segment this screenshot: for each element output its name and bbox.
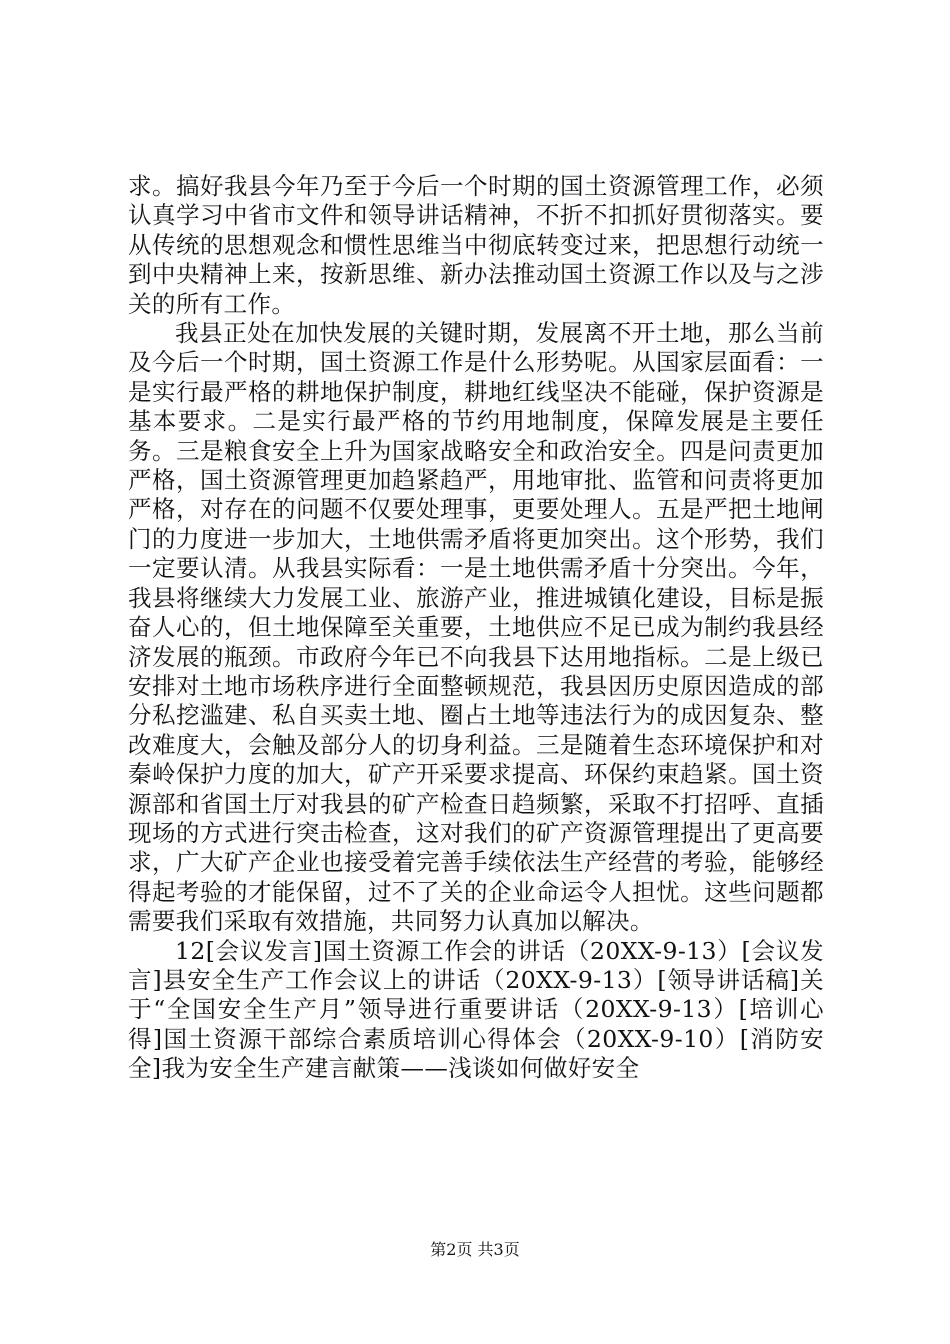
paragraph-situation-analysis: 我县正处在加快发展的关键时期，发展离不开土地，那么当前及今后一个时期，国土资源工作是什么形势呢。从国家层面看：一是实行最严格的耕地保护制度，耕地红线坚决不能碰，保护资源是基本要求。二是实行最严格的节约用地制度，保障发展是主要任务。三是粮食安全上升为国家战略安全和政治安全。四是问责更加严格，国土资源管理更加趋紧趋严，用地审批、监管和问责将更加严格，对存在的问题不仅要处理事，更要处理人。五是严把土地闸门的力度进一步加大，土地供需矛盾将更加突出。这个形势，我们一定要认清。从我县实际看：一是土地供需矛盾十分突出。今年，我县将继续大力发展工业、旅游产业，推进城镇化建设，目标是振奋人心的，但土地保障至关重要，土地供应不足已成为制约我县经济发展的瓶颈。市政府今年已不向我县下达用地指标。二是上级已安排对土地市场秩序进行全面整顿规范，我县因历史原因造成的部分私挖滥建、私自买卖土地、圈占土地等违法行为的成因复杂、整改难度大，会触及部分人的切身利益。三是随着生态环境保护和对秦岭保护力度的加大，矿产开采要求提高、环保约束趋紧。国土资源部和省国土厅对我县的矿产检查日趋频繁，采取不打招呼、直插现场的方式进行突击检查，这对我们的矿产资源管理提出了更高要求，广大矿产企业也接受着完善手续依法生产经营的考验，能够经得起考验的才能保留，过不了关的企业命运令人担忧。这些问题都需要我们采取有效措施，共同努力认真加以解决。 — [128, 319, 824, 936]
paragraph-continuation: 求。搞好我县今年乃至于今后一个时期的国土资源管理工作，必须认真学习中省市文件和领导讲话精神，不折不扣抓好贯彻落实。要从传统的思想观念和惯性思维当中彻底转变过来，把思想行动统一到中央精神上来，按新思维、新办法推动国土资源工作以及与之涉关的所有工作。 — [128, 172, 824, 318]
paragraph-related-articles: 12[会议发言]国土资源工作会的讲话（20XX-9-13）[会议发言]县安全生产工作会议上的讲话（20XX-9-13）[领导讲话稿]关于“全国安全生产月”领导进行重要讲话（20XX-9-13）[培训心得]国土资源干部综合素质培训心得体会（20XX-9-10）[消防安全]我为安全生产建言献策——浅谈如何做好安全 — [128, 936, 824, 1083]
document-body — [128, 172, 824, 1084]
page-number-footer: 第2页 共3页 — [430, 1240, 520, 1259]
